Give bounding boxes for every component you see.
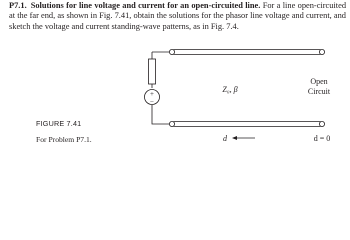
- figure-label: FIGURE 7.41: [36, 119, 82, 128]
- problem-body: For a line open-circuited at the far end, as shown in Fig. 7.41, obtain the solutions for the phasor line voltage and current, and sketch the voltage and current standing-wave patterns, as in Fig. 7.4.: [9, 1, 347, 31]
- bottom-conductor: [169, 121, 324, 126]
- problem-number: P7.1.: [9, 1, 27, 10]
- distance-arrow-icon: [232, 136, 255, 140]
- line-parameters-label: Z₀, β: [222, 85, 238, 94]
- termination-label-open: Open: [310, 77, 328, 86]
- problem-title: Solutions for line voltage and current for an open-circuited line.: [30, 1, 261, 10]
- source-minus-sign: −: [150, 97, 154, 106]
- top-conductor: [169, 49, 324, 54]
- source-resistor: [149, 59, 156, 84]
- distance-label: d: [223, 134, 227, 143]
- source-plus-sign: +: [150, 90, 154, 98]
- figure-caption: For Problem P7.1.: [36, 135, 92, 144]
- origin-label: d = 0: [313, 134, 331, 143]
- termination-label-circuit: Circuit: [307, 87, 331, 96]
